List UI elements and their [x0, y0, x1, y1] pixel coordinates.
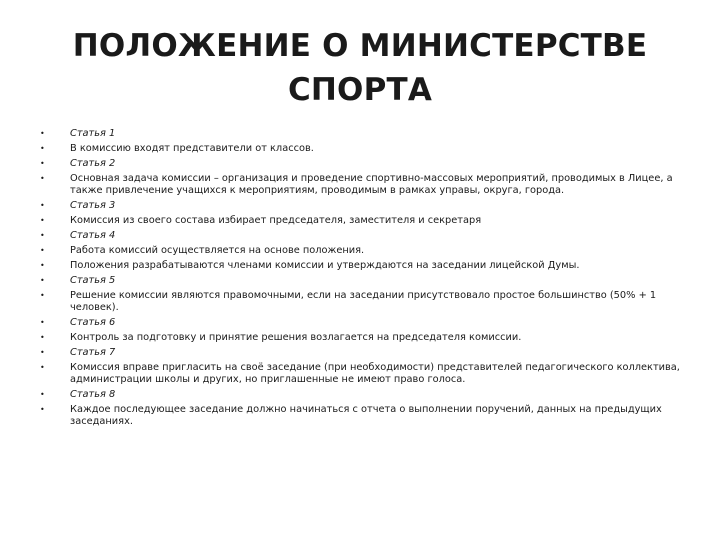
list-item-text: Решение комиссии являются правомочными, если на заседании присутствовало простое большинство (50% + 1 человек). — [70, 290, 657, 313]
list-item-text: Статья 8 — [70, 389, 116, 400]
list-item-article-1 — [40, 128, 680, 140]
list-item — [40, 215, 680, 227]
list-item — [40, 173, 680, 197]
list-item-article-8 — [40, 389, 680, 401]
list-item — [40, 245, 680, 257]
list-item-text: Контроль за подготовку и принятие решения возлагается на председателя комиссии. — [70, 332, 522, 343]
list-item-text: Статья 2 — [70, 158, 116, 169]
bullet-icon: • — [40, 405, 45, 414]
bullet-icon: • — [40, 174, 45, 183]
list-item-text: Комиссия из своего состава избирает председателя, заместителя и секретаря — [70, 215, 482, 226]
list-item-text: Статья 5 — [70, 275, 116, 286]
list-item-text: Статья 7 — [70, 347, 116, 358]
list-item — [40, 290, 680, 314]
bullet-icon: • — [40, 201, 45, 210]
list-item — [40, 332, 680, 344]
list-item-text: Статья 3 — [70, 200, 116, 211]
bullet-icon: • — [40, 318, 45, 327]
bullet-icon: • — [40, 363, 45, 372]
list-item — [40, 404, 680, 428]
list-item-article-3 — [40, 200, 680, 212]
bullet-icon: • — [40, 144, 45, 153]
bullet-icon: • — [40, 129, 45, 138]
list-item — [40, 362, 680, 386]
bullet-icon: • — [40, 291, 45, 300]
list-item-article-4 — [40, 230, 680, 242]
list-item-text: Комиссия вправе пригласить на своё заседание (при необходимости) представителей педагогического коллектива, администрации школы и других, но приглашенные не имеют право голоса. — [70, 362, 680, 385]
list-item-text: Статья 6 — [70, 317, 116, 328]
bullet-icon: • — [40, 276, 45, 285]
list-item-text: Основная задача комиссии – организация и проведение спортивно-массовых мероприятий, проводимых в Лицее, а также привлечение учащихся к мероприятиям, проводимым в рамках управы, округа, города. — [70, 173, 673, 196]
bullet-icon: • — [40, 231, 45, 240]
slide-title-line-2: СПОРТА — [287, 72, 433, 108]
list-item-article-5 — [40, 275, 680, 287]
bullet-icon: • — [40, 261, 45, 270]
bullet-icon: • — [40, 348, 45, 357]
list-item-text: Положения разрабатываются членами комиссии и утверждаются на заседании лицейской Думы. — [70, 260, 580, 271]
bullet-list — [40, 128, 680, 431]
list-item-text: В комиссию входят представители от классов. — [70, 143, 314, 154]
bullet-icon: • — [40, 246, 45, 255]
bullet-icon: • — [40, 333, 45, 342]
bullet-icon: • — [40, 159, 45, 168]
list-item — [40, 143, 680, 155]
slide-title-line-1: ПОЛОЖЕНИЕ О МИНИСТЕРСТВЕ — [72, 28, 648, 64]
slide-title — [40, 24, 680, 112]
list-item — [40, 260, 680, 272]
list-item-text: Статья 4 — [70, 230, 116, 241]
bullet-icon: • — [40, 216, 45, 225]
list-item-article-7 — [40, 347, 680, 359]
list-item-text: Работа комиссий осуществляется на основе положения. — [70, 245, 365, 256]
list-item-article-6 — [40, 317, 680, 329]
list-item-text: Статья 1 — [70, 128, 116, 139]
list-item-text: Каждое последующее заседание должно начинаться с отчета о выполнении поручений, данных на предыдущих заседаниях. — [70, 404, 662, 427]
bullet-icon: • — [40, 390, 45, 399]
list-item-article-2 — [40, 158, 680, 170]
